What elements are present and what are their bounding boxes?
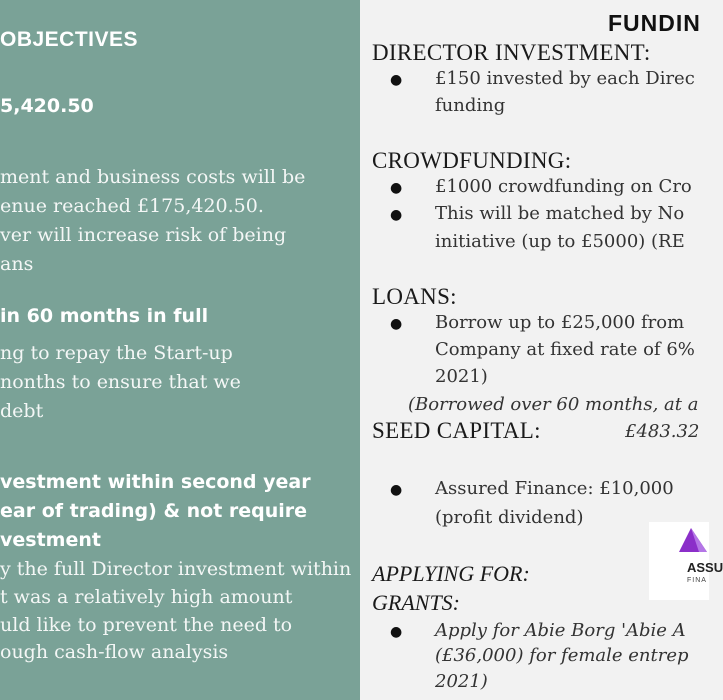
- revenue-text-line: enue reached £175,420.50.: [0, 195, 264, 217]
- investment-text-line: y the full Director investment within: [0, 558, 352, 580]
- grants-heading: GRANTS:: [372, 590, 460, 615]
- objectives-heading: OBJECTIVES: [0, 28, 139, 51]
- repay-text-line: nonths to ensure that we: [0, 371, 241, 393]
- investment-text-line: t was a relatively high amount: [0, 586, 293, 608]
- director-line: funding: [435, 95, 506, 116]
- loans-line: Company at fixed rate of 6%: [435, 339, 695, 360]
- investment-heading-line: vestment within second year: [0, 471, 311, 493]
- repay-text-line: debt: [0, 400, 44, 422]
- crowdfunding-line: This will be matched by No: [435, 203, 685, 224]
- crowdfunding-heading: CROWDFUNDING:: [372, 148, 572, 173]
- logo-subword: FINA: [687, 577, 707, 584]
- seed-capital-heading: SEED CAPITAL:: [372, 418, 541, 443]
- assured-finance-logo: [649, 522, 723, 600]
- repay-heading: in 60 months in full: [0, 305, 209, 327]
- loans-heading: LOANS:: [372, 284, 457, 309]
- grants-line: 2021): [435, 671, 488, 692]
- grants-line: (£36,000) for female entrep: [435, 645, 689, 666]
- bullet-icon: ●: [390, 72, 403, 88]
- seed-line: Assured Finance: £10,000: [435, 478, 674, 499]
- investment-heading-line: vestment: [0, 529, 101, 551]
- loans-line: 2021): [435, 366, 488, 387]
- bullet-icon: ●: [390, 180, 403, 196]
- bullet-icon: ●: [390, 207, 403, 223]
- director-investment-heading: DIRECTOR INVESTMENT:: [372, 40, 651, 65]
- repay-text-line: ng to repay the Start-up: [0, 342, 233, 364]
- loans-note: £483.32: [625, 421, 700, 442]
- investment-heading-line: ear of trading) & not require: [0, 500, 308, 522]
- seed-line: (profit dividend): [435, 507, 584, 528]
- loans-line: Borrow up to £25,000 from: [435, 312, 685, 333]
- revenue-text-line: ver will increase risk of being: [0, 224, 287, 246]
- objectives-panel: [0, 0, 360, 700]
- investment-text-line: uld like to prevent the need to: [0, 614, 293, 636]
- funding-title: FUNDIN: [608, 10, 701, 36]
- bullet-icon: ●: [390, 624, 403, 640]
- grants-line: Apply for Abie Borg 'Abie A: [435, 620, 686, 641]
- investment-text-line: ough cash-flow analysis: [0, 641, 229, 663]
- director-line: £150 invested by each Direc: [435, 68, 695, 89]
- revenue-target: 5,420.50: [0, 95, 94, 117]
- crowdfunding-line: initiative (up to £5000) (RE: [435, 231, 685, 252]
- crowdfunding-line: £1000 crowdfunding on Cro: [435, 176, 692, 197]
- revenue-text-line: ment and business costs will be: [0, 166, 306, 188]
- applying-heading: APPLYING FOR:: [372, 561, 530, 586]
- logo-word: ASSU: [687, 560, 723, 575]
- revenue-text-line: ans: [0, 253, 34, 275]
- bullet-icon: ●: [390, 316, 403, 332]
- loans-note: (Borrowed over 60 months, at a: [408, 394, 699, 415]
- bullet-icon: ●: [390, 482, 403, 498]
